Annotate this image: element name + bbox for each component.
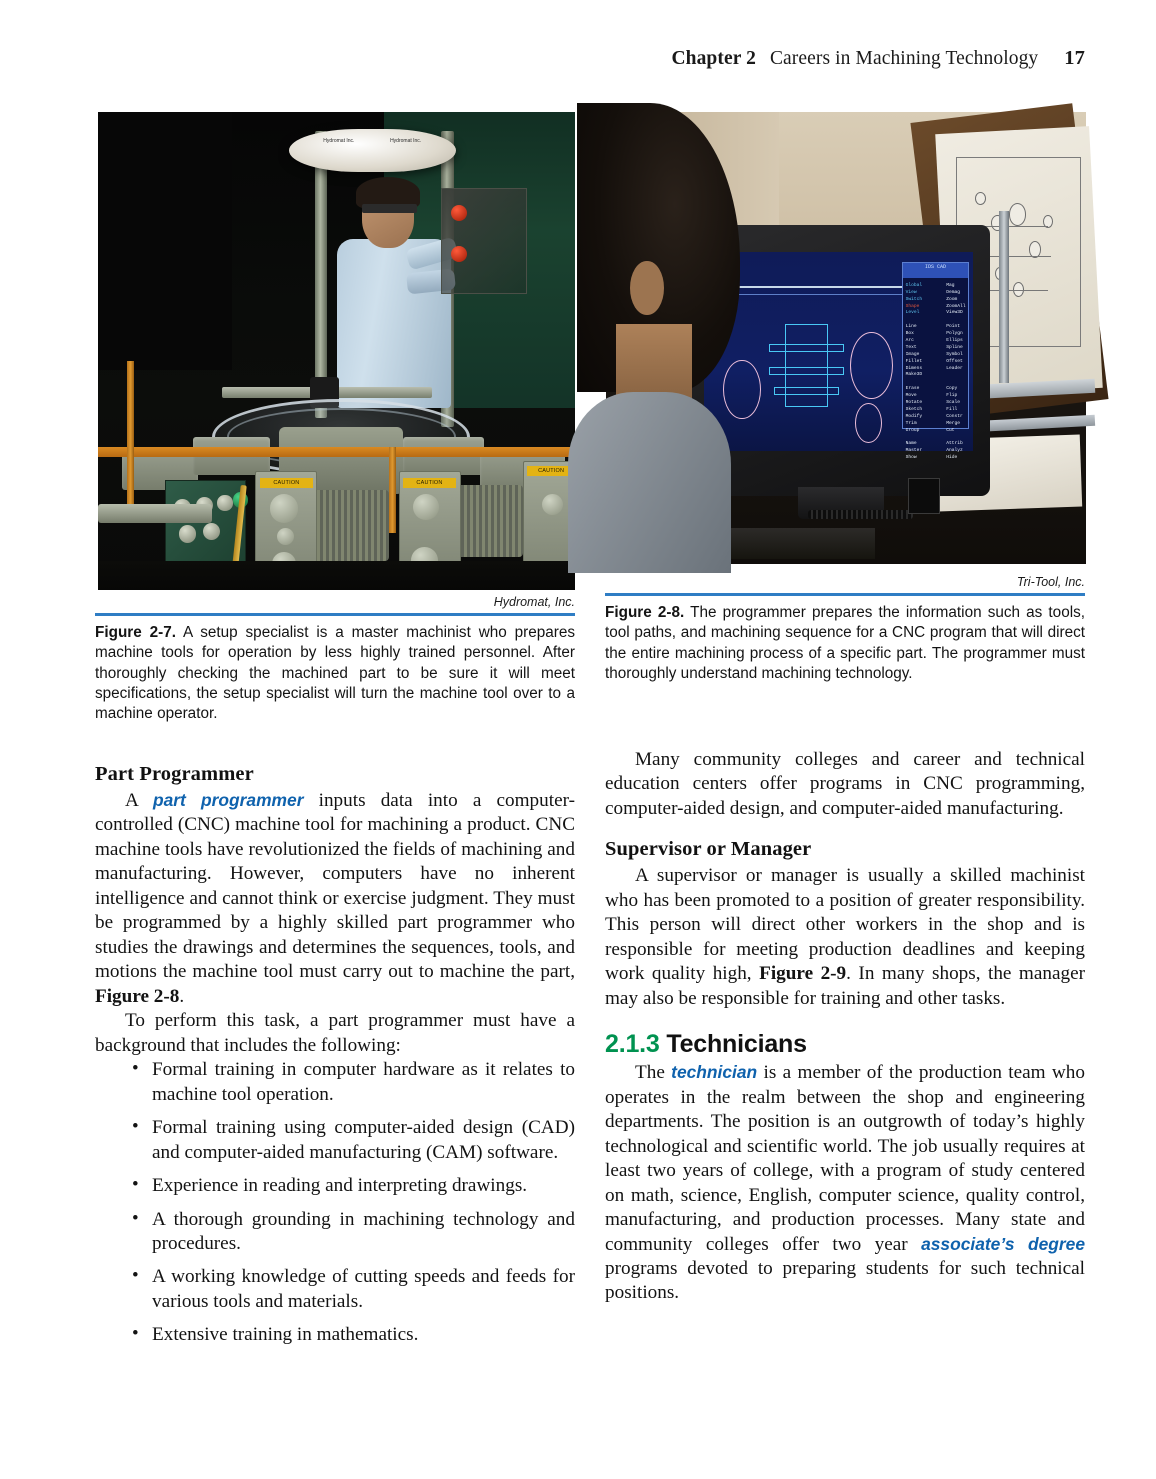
section-number: 2.1.3 <box>605 1030 660 1059</box>
figure-2-7-photo <box>98 112 575 590</box>
keyboard[interactable] <box>712 528 875 560</box>
key-term-technician: technician <box>671 1062 758 1083</box>
cad-screen[interactable] <box>704 252 973 461</box>
supervisor-para: A supervisor or manager is usually a skilled machinist who has been promoted to a position of greater responsibility. This person will direct other workers in the shop and is responsible for meeting production deadlines and keeping work quality high, Figure 2-9. In many shops, the manager may also be responsible for training and other tasks. <box>605 865 1085 1009</box>
right-column-body <box>605 748 1085 1306</box>
unit-dial <box>413 494 439 520</box>
figure-2-8-rule <box>605 593 1085 596</box>
unit-dial <box>270 494 299 523</box>
drawing-leader-line <box>987 290 1048 291</box>
lab-coat <box>337 239 451 409</box>
control-knob <box>179 525 196 542</box>
cad-hole-pattern <box>723 360 761 420</box>
figure-2-7-label: Figure 2-7. <box>95 623 176 641</box>
shop-floor <box>98 561 575 590</box>
list-item: • Formal training in computer hardware as it relates to machine tool operation. <box>95 1058 575 1107</box>
setup-specialist <box>337 179 451 408</box>
cad-menu-items[interactable] <box>905 282 966 461</box>
programmer-ear <box>630 261 664 315</box>
list-item: • Formal training using computer-aided design (CAD) and computer-aided manufacturing (CAM) software. <box>95 1116 575 1165</box>
figure-2-8-caption-text: The programmer prepares the information such as tools, tool paths, and machining sequence for a CNC program that will direct the entire machining process of a specific part. The programmer must thoroughly understand machining technology. <box>605 603 1085 682</box>
section-title: Technicians <box>666 1030 807 1059</box>
cad-menu-column-left[interactable]: Global View Switch Shape Level Line Box Arc Text Image Fillet Dimens Make3D Erase Move Rotate Sketch Modify Trim Group Name Master Show <box>905 282 923 461</box>
drawing-leader-line <box>980 256 1051 257</box>
coiled-cord <box>808 510 914 519</box>
figure-reference: Figure 2-9 <box>759 963 847 985</box>
key-term-part-programmer: part programmer <box>152 790 304 810</box>
control-cabinet <box>441 188 527 293</box>
section-heading-technicians <box>605 1030 1085 1059</box>
caution-label: CAUTION <box>403 478 455 488</box>
safety-glasses <box>362 204 417 213</box>
figure-2-7-block <box>95 596 575 725</box>
supervisor-heading: Supervisor or Manager <box>605 838 812 861</box>
orange-safety-rail <box>98 447 575 458</box>
figure-2-7-rule <box>95 613 575 616</box>
hood-label: Hydromat Inc. Hydromat Inc. <box>323 138 422 145</box>
figure-2-8-caption <box>605 603 1085 685</box>
drafting-machine-arm <box>999 211 1010 383</box>
machine-hood <box>289 129 456 172</box>
list-item: • A working knowledge of cutting speeds and feeds for various tools and materials. <box>95 1265 575 1314</box>
figure-2-7-credit: Hydromat, Inc. <box>493 595 575 609</box>
figure-2-8-photo <box>606 112 1086 564</box>
part-programmer-para-2: To perform this task, a part programmer must have a background that includes the following: <box>95 1010 575 1056</box>
cad-hole-pattern <box>850 332 893 400</box>
cad-wireframe-part <box>769 344 844 352</box>
orange-rail-post <box>389 447 396 533</box>
running-head-title: Careers in Machining Technology <box>769 48 1039 69</box>
cad-menu-title: IDS CAD <box>903 263 968 278</box>
running-head-chapter: Chapter 2 <box>671 48 756 69</box>
gray-pipe <box>98 504 212 523</box>
figure-2-8-credit: Tri-Tool, Inc. <box>1016 575 1085 589</box>
cad-menu-panel[interactable] <box>902 262 969 461</box>
orange-rail-post <box>127 361 135 504</box>
list-item: • A thorough grounding in machining technology and procedures. <box>95 1208 575 1257</box>
unit-dial <box>542 494 563 515</box>
part-programmer-requirements-list <box>95 1058 575 1348</box>
cad-wireframe-part <box>769 367 844 375</box>
community-colleges-para: Many community colleges and career and technical education centers offer programs in CNC programming, computer-aided design, and computer-aided manufacturing. <box>605 749 1085 819</box>
programmer-shoulder <box>568 392 731 573</box>
machine-column-left <box>315 131 327 418</box>
control-knob <box>217 495 232 510</box>
part-programmer-para-1: A part programmer inputs data into a computer-controlled (CNC) machine tool for machining a product. CNC machine tools have revolutionized the fields of machining and manufacturing. However, computers have no inherent intelligence and cannot think or exercise judgment. They must be programmed by a highly skilled part programmer who studies the drawings and determines the sequences, tools, and motions the machine tool must carry out to machine the part, Figure 2-8. <box>95 790 575 1007</box>
list-item: • Extensive training in mathematics. <box>95 1323 575 1347</box>
caution-label: CAUTION <box>260 478 312 488</box>
drive-motor <box>308 490 389 562</box>
page-number: 17 <box>1064 47 1085 69</box>
figure-reference: Figure 2-8 <box>95 985 180 1007</box>
drawing-part <box>1009 203 1026 226</box>
part-programmer-section <box>95 763 575 1357</box>
technicians-para: The technician is a member of the production team who operates in the realm between the shop and engineering departments. The position is an outgrowth of today’s highly technological and scientific world. The job usually requires at least two years of college, with a program of study centered on math, science, English, computer science, quality control, manufacturing, and production processes. Many state and community colleges offer two year associate’s degree programs devoted to preparing students for such technical positions. <box>605 1062 1086 1304</box>
figure-2-8-block <box>605 576 1085 684</box>
unit-dial <box>277 528 294 545</box>
photo-wall-left <box>98 112 232 370</box>
cad-hole-pattern <box>855 403 882 443</box>
equipment-badge <box>908 478 939 514</box>
figure-2-7-caption <box>95 623 575 725</box>
cad-menu-column-right[interactable]: Mag Demag Zoom ZoomAll View3D Point Polygn Ellips Spline Symbol Offset Leader Copy Flip Scale Fill Constr Merge Cut Attrib Analyz Hide <box>946 282 966 461</box>
cad-wireframe-part <box>774 387 839 395</box>
drawing-part <box>975 192 986 205</box>
key-term-associates-degree: associate’s degree <box>921 1233 1086 1254</box>
figure-2-7-caption-text: A setup specialist is a master machinist who prepares machine tools for operation by less highly trained personnel. After thoroughly checking the machined part to be sure it will meet specifications, the setup specialist will turn the machine tool over to a machine operator. <box>95 623 576 723</box>
list-item: • Experience in reading and interpreting drawings. <box>95 1174 575 1198</box>
caution-label: CAUTION <box>527 466 575 476</box>
part-programmer-heading: Part Programmer <box>95 763 254 785</box>
figure-2-8-label: Figure 2-8. <box>605 603 685 621</box>
running-head <box>671 47 1085 70</box>
